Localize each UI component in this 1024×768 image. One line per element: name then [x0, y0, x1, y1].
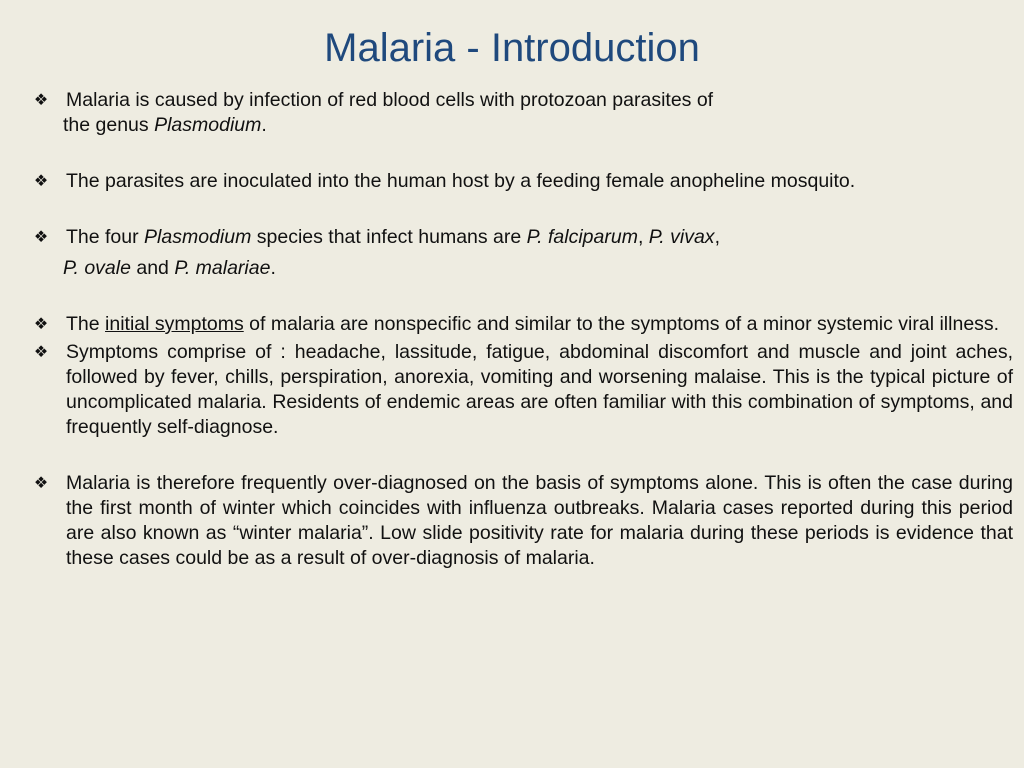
diamond-bullet-icon: ❖	[33, 173, 49, 190]
bullet-item-species: ❖ The four Plasmodium species that infect humans are P. falciparum, P. vivax,	[30, 225, 1013, 250]
diamond-bullet-icon: ❖	[33, 316, 49, 333]
bullet-item-over-diagnosis	[30, 471, 1013, 571]
diamond-bullet-icon: ❖	[33, 344, 49, 361]
bullet-text: The parasites are inoculated into the human host by a feeding female anopheline mosquito.	[66, 170, 856, 192]
bullet-continuation: P. ovale and P. malariae.	[63, 257, 276, 279]
bullet-text: Symptoms comprise of : headache, lassitude, fatigue, abdominal discomfort and muscle and joint aches, followed by fever, chills, perspiration, anorexia, vomiting and worsening malaise. This is the typical picture of uncomplicated malaria. Residents of endemic areas are often familiar with this combination of symptoms, and frequently self-diagnose.	[66, 341, 1013, 438]
bullet-item-symptoms	[30, 340, 1013, 440]
bullet-continuation: the genus Plasmodium.	[63, 114, 267, 136]
diamond-bullet-icon: ❖	[33, 92, 49, 109]
diamond-bullet-icon: ❖	[33, 229, 49, 246]
bullet-item-transmission	[30, 169, 1013, 194]
slide-title: Malaria - Introduction	[324, 26, 700, 70]
bullet-text: Malaria is caused by infection of red blood cells with protozoan parasites of	[66, 89, 714, 111]
underlined-term: initial symptoms	[105, 313, 244, 335]
bullet-item-cause	[30, 88, 1013, 113]
bullet-item-initial-symptoms: ❖ The initial symptoms of malaria are nonspecific and similar to the symptoms of a minor systemic viral illness.	[30, 312, 1013, 337]
diamond-bullet-icon: ❖	[33, 475, 49, 492]
slide-content	[30, 88, 1013, 571]
bullet-text: Malaria is therefore frequently over-diagnosed on the basis of symptoms alone. This is often the case during the first month of winter which coincides with influenza outbreaks. Malaria cases reported during this period are also known as “winter malaria”. Low slide positivity rate for malaria during these periods is evidence that these cases could be as a result of over-diagnosis of malaria.	[66, 472, 1013, 569]
